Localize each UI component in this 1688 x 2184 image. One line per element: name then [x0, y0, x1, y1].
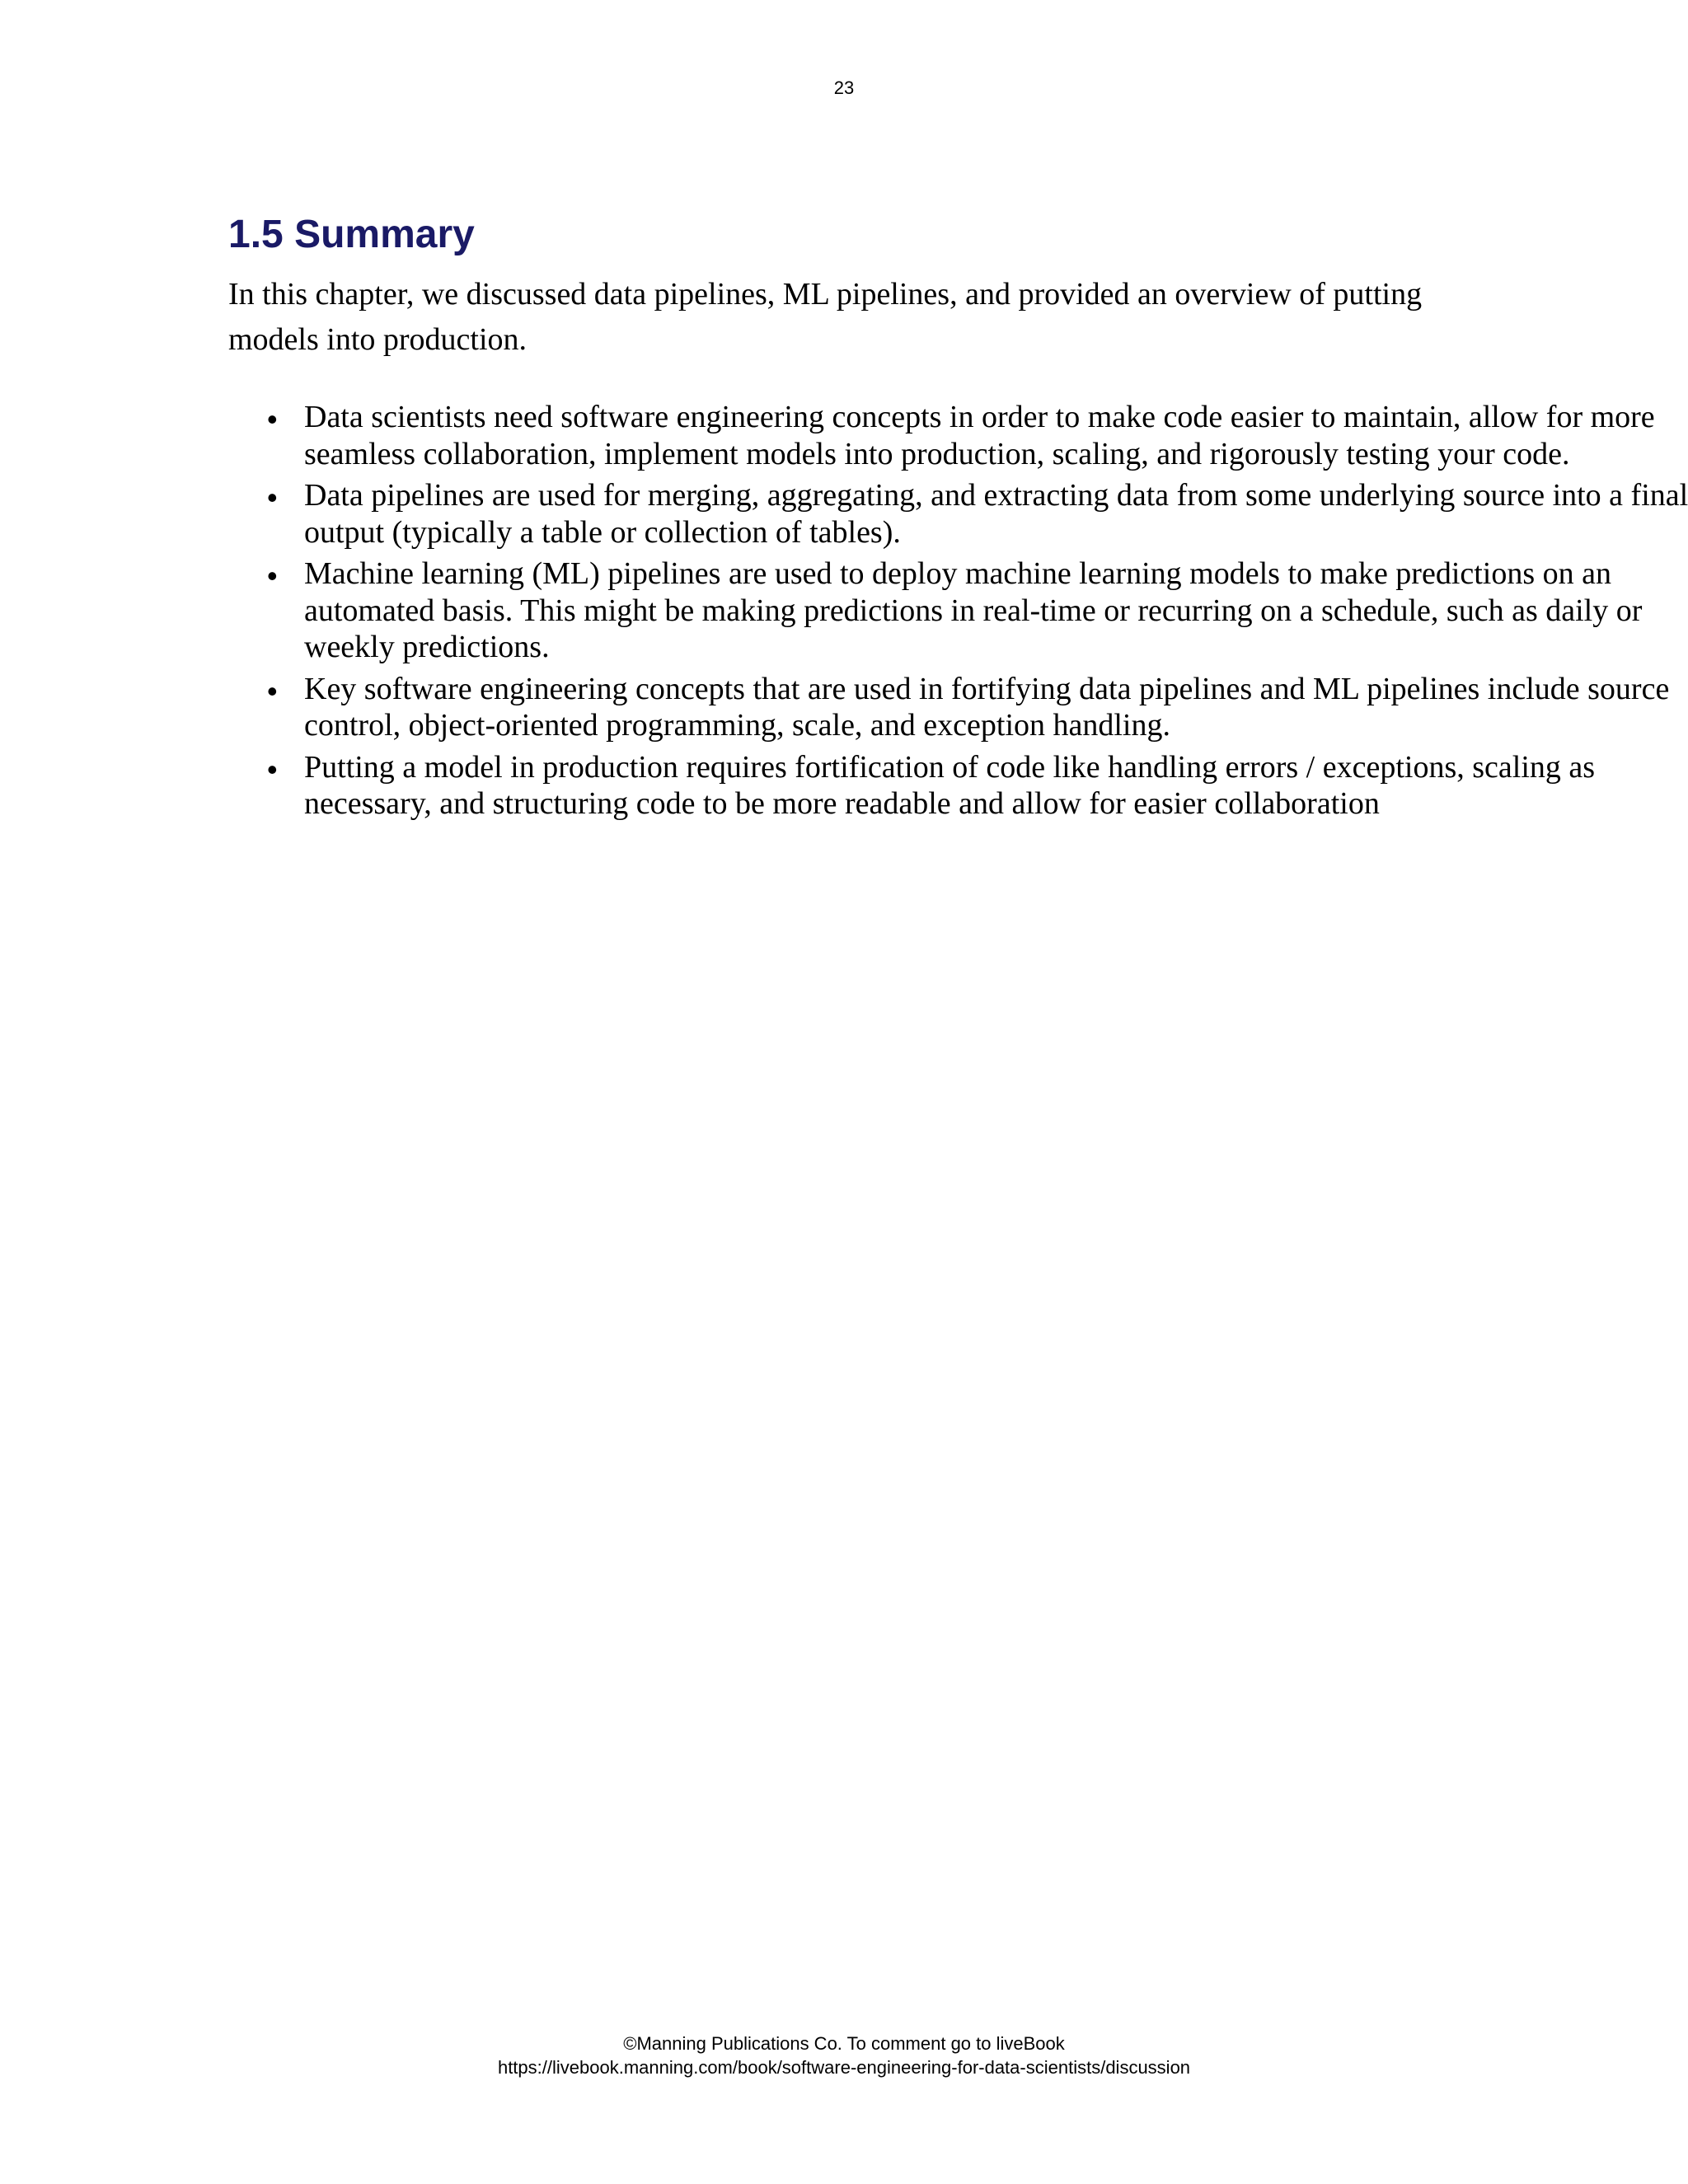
bullet-item [228, 749, 1688, 823]
bullet-icon: • [267, 559, 278, 593]
bullet-text: Machine learning (ML) pipelines are used to deploy machine learning models to make predictions on an automated basis. This might be making predictions in real-time or recurring on a schedule, such as daily or weekly predictions. [304, 556, 1643, 664]
section-heading: 1.5 Summary [228, 213, 475, 256]
bullet-item [228, 555, 1688, 666]
page-number: 23 [833, 77, 855, 98]
page-content [228, 206, 1688, 827]
bullet-item [228, 477, 1688, 551]
intro-paragraph: In this chapter, we discussed data pipelines, ML pipelines, and provided an overview of putting models into production. [228, 277, 1423, 357]
bullet-text: Data pipelines are used for merging, aggregating, and extracting data from some underlying source into a final output (typically a table or collection of tables). [304, 478, 1688, 550]
bullet-item [228, 671, 1688, 744]
bullet-text: Key software engineering concepts that are used in fortifying data pipelines and ML pipelines include source control, object-oriented programming, scale, and exception handling. [304, 671, 1670, 743]
bullet-text: Putting a model in production requires fortification of code like handling errors / exceptions, scaling as necessary, and structuring code to be more readable and allow for easier collaboration [304, 749, 1596, 821]
bullet-icon: • [267, 480, 278, 514]
bullet-icon: • [267, 673, 278, 708]
bullet-item [228, 399, 1688, 472]
bullet-icon: • [267, 752, 278, 786]
bullet-icon: • [267, 402, 278, 436]
bullet-text: Data scientists need software engineering concepts in order to make code easier to maintain, allow for more seamless collaboration, implement models into production, scaling, and rigorously testing your code. [304, 400, 1655, 471]
footer-url: https://livebook.manning.com/book/software-engineering-for-data-scientists/discussion [497, 2057, 1191, 2078]
summary-bullet-list [228, 399, 1688, 823]
footer-copyright: ©Manning Publications Co. To comment go to liveBook [623, 2033, 1065, 2054]
